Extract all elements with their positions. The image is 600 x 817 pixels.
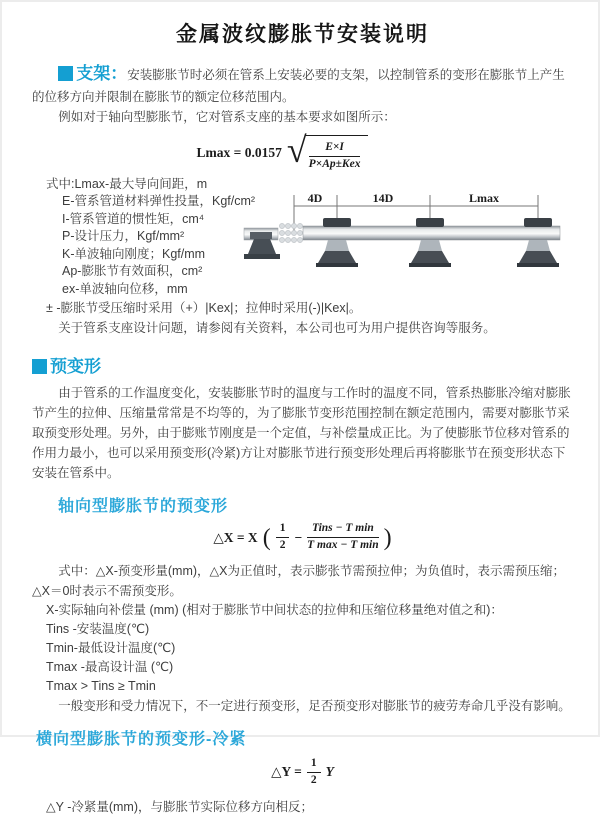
lateral-note: △Y -冷紧量(mm)，与膨胀节实际位移方向相反； [46,800,314,815]
dim-label-4d: 4D [307,191,323,205]
main-pipe [303,226,560,240]
definition-line: Tmax > Tins ≥ Tmin [46,678,156,693]
lmax-fraction-denominator: P×Ap±Kex [308,157,361,170]
temperature-fraction-numerator: Tins − T min [307,522,379,538]
half-fraction-denominator: 2 [310,773,317,786]
temperature-fraction-denominator: T max − T min [307,539,379,552]
definition-line: Tins -安装温度(℃) [46,621,150,636]
pipe-support-diagram-svg [242,188,594,280]
lateral-formula-rhs: Y [325,764,334,780]
radical-body [305,135,369,172]
axial-formula-lhs: △X = X [213,529,258,545]
definition-line: I-管系管道的惯性矩，cm⁴ [62,211,205,226]
lmax-fraction-numerator: E×I [309,141,361,157]
definition-line: E-管系管道材料弹性投量，Kgf/cm² [62,194,256,209]
plusminus-note: ± -膨胀节受压缩时采用（+）|Kex|；拉伸时采用(-)|Kex|。 [46,301,362,316]
lateral-subheading: 横向型膨胀节的预变形-冷紧 [36,730,247,748]
half-fraction [276,522,290,553]
definition-line: Tmax -最高设计温 (℃) [46,659,174,674]
section-square-icon [32,359,47,374]
close-paren: ) [383,524,392,551]
open-paren: ( [262,524,271,551]
predeform-section-heading: 预变形 [50,357,101,377]
axial-subheading: 轴向型膨胀节的预变形 [58,498,229,516]
axial-definitions-list [32,601,573,696]
section-square-icon [58,66,73,81]
predeform-paragraph: 由于管系的工作温度变化，安装膨胀节时的温度与工作时的温度不同，管系热膨胀冷缩对膨胀节产生的拉伸、压缩量常常是不均等的，为了膨胀节变形范围控制在额定范围内，需要对膨胀节采取预变形处理。另外，由于膨账节刚度是一个定值，与补偿量成正比。为了使膨胀节位移对管系的作用力最小，也可以采用预变形(冷紧)方让对膨胀节进行预变形处理后再将膨胀节在预变形状态下安装在管系中。 [32,386,571,481]
axial-note: 一般变形和受力情况下，不一定进行预变形，足否预变形对膨胀节的疲劳寿命几乎没有影响。 [58,698,571,713]
support-example-line: 例如对于轴向型膨胀节，它对管系支座的基本要求如图所示： [58,110,396,125]
guide-support [409,218,451,267]
radical-sign-icon: √ [286,130,307,171]
page-content [2,2,598,817]
predeform-section-heading-row [32,352,573,377]
dim-label-14d: 14D [372,191,394,205]
minus-sign: − [294,529,303,545]
half-fraction-denominator: 2 [279,539,286,552]
definition-line: K-单波轴向刚度；Kgf/mm [62,246,206,261]
radical [286,130,369,172]
definition-line: Tmin-最低设计温度(℃) [46,640,176,655]
definition-line: ex-单波轴向位移，mm [62,281,188,296]
dim-label-lmax: Lmax [469,191,499,205]
support-note: 关于管系支座设计问题，请参阅有关资料，本公司也可为用户提供咨询等服务。 [58,321,496,336]
bellows-icon [279,223,302,242]
definition-line: X-实际轴向补偿量 (mm) (相对于膨胀节中间状态的拉伸和压缩位移量绝对值之和)： [46,602,503,617]
definition-line: 式中:Lmax-最大导向间距，m [46,176,208,191]
definition-line: Ap-膨胀节有效面积，cm² [62,264,203,279]
lmax-fraction [309,141,361,172]
temperature-fraction [307,522,379,553]
pipe-support-diagram [242,188,594,285]
axial-explain-paragraph: 式中：△X-预变形量(mm)，△X为正值时，表示膨张节需预拉伸；为负值时，表示需预压缩；△X＝0时表示不需预变形。 [32,563,565,598]
support-section-heading: 支架： [76,64,128,83]
support-intro-text: 安装膨胀节时必须在管系上安装必要的支架，以控制管系的变形在膨胀节上产生的位移方向并限制在膨胀节的额定位移范围内。 [32,68,565,105]
guide-support [316,218,358,267]
lateral-formula-lhs: △Y = [271,764,302,780]
lmax-formula-lhs: Lmax = 0.0157 [196,145,282,161]
half-fraction-numerator: 1 [307,757,321,773]
lmax-formula [32,130,533,172]
definition-line: P-设计压力，Kgf/mm² [62,229,185,244]
support-intro-paragraph [32,60,573,107]
half-fraction [307,757,321,788]
guide-support [517,218,559,267]
lateral-formula [32,757,573,788]
page-title: 金属波纹膨胀节安装说明 [176,23,429,46]
half-fraction-numerator: 1 [276,522,290,538]
axial-formula [32,522,573,553]
